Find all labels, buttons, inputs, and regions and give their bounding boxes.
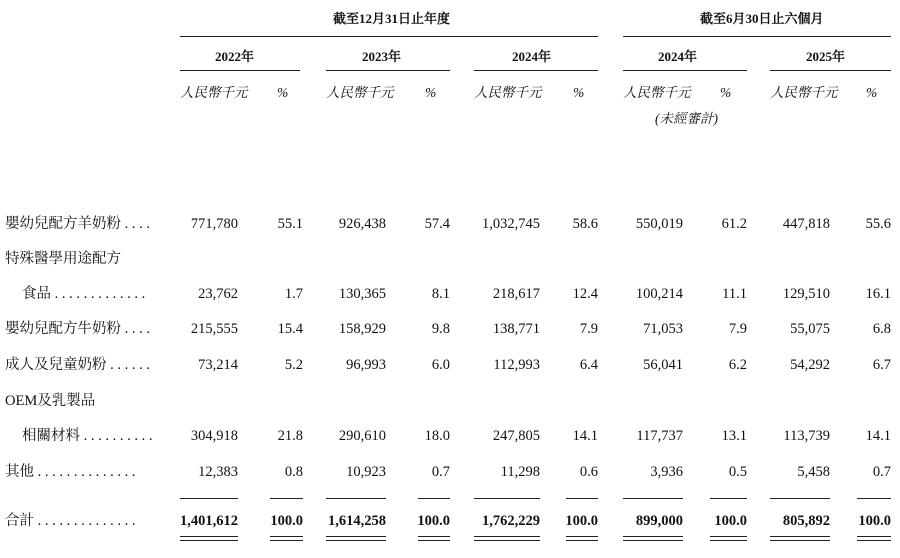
- row-value: 5.2: [284, 357, 303, 373]
- subtotal-rule: [474, 498, 540, 499]
- period-rule-2023: [326, 70, 450, 71]
- subtotal-rule: [180, 498, 238, 499]
- header-group-year-rule: [180, 36, 598, 37]
- subheader-percent-2022: %: [277, 85, 289, 100]
- total-value: 805,892: [782, 513, 830, 529]
- row-value: 6.7: [872, 357, 891, 373]
- row-value: 15.4: [277, 321, 303, 337]
- row-value: 55.6: [865, 216, 891, 232]
- row-value: 21.8: [277, 428, 303, 444]
- row-value: 7.9: [579, 321, 598, 337]
- total-value: 100.0: [270, 513, 303, 529]
- row-value: 56,041: [643, 357, 683, 373]
- header-group-six-month-rule: [623, 36, 891, 37]
- total-double-rule: [474, 536, 540, 541]
- header-period-2022: 2022年: [215, 49, 255, 64]
- row-value: 12,383: [198, 464, 238, 480]
- total-double-rule: [770, 536, 830, 541]
- row-label: 成人及兒童奶粉 . . . . . .: [5, 357, 150, 373]
- subtotal-rule: [326, 498, 386, 499]
- subtotal-rule: [418, 498, 450, 499]
- row-value: 1.7: [284, 286, 303, 302]
- total-value: 1,762,229: [482, 513, 540, 529]
- header-period-2023: 2023年: [362, 49, 402, 64]
- subheader-currency-2024: 人民幣千元: [474, 85, 542, 100]
- row-value: 8.1: [431, 286, 450, 302]
- subheader-currency-2022: 人民幣千元: [180, 85, 248, 100]
- row-value: 11.1: [722, 286, 747, 302]
- row-label: 特殊醫學用途配方: [5, 251, 121, 267]
- row-label: 相關材料 . . . . . . . . . .: [22, 428, 153, 444]
- row-value: 14.1: [865, 428, 891, 444]
- row-label: 食品 . . . . . . . . . . . . .: [22, 286, 146, 302]
- row-value: 55,075: [790, 321, 830, 337]
- row-value: 6.8: [872, 321, 891, 337]
- total-label: 合計 . . . . . . . . . . . . . .: [5, 513, 136, 529]
- row-value: 158,929: [338, 321, 386, 337]
- row-value: 57.4: [424, 216, 450, 232]
- row-value: 12.4: [572, 286, 598, 302]
- subheader-percent-2023: %: [425, 85, 437, 100]
- header-group-year: 截至12月31日止年度: [333, 11, 451, 26]
- total-value: 100.0: [714, 513, 747, 529]
- subtotal-rule: [270, 498, 303, 499]
- subtotal-rule: [710, 498, 747, 499]
- row-value: 0.5: [728, 464, 747, 480]
- row-value: 117,737: [636, 428, 683, 444]
- row-value: 6.2: [728, 357, 747, 373]
- total-double-rule: [857, 536, 891, 541]
- total-value: 899,000: [635, 513, 683, 529]
- row-value: 73,214: [198, 357, 238, 373]
- row-value: 16.1: [865, 286, 891, 302]
- row-value: 1,032,745: [482, 216, 540, 232]
- period-rule-2024: [474, 70, 598, 71]
- header-group-six-month: 截至6月30日止六個月: [700, 11, 824, 26]
- subheader-percent-2025-h1: %: [866, 85, 878, 100]
- subheader-currency-2024-h1: 人民幣千元: [623, 85, 691, 100]
- period-rule-2024-h1: [623, 70, 747, 71]
- row-value: 11,298: [500, 464, 540, 480]
- row-value: 100,214: [635, 286, 683, 302]
- row-value: 0.6: [579, 464, 598, 480]
- subtotal-rule: [623, 498, 683, 499]
- subheader-percent-2024: %: [573, 85, 585, 100]
- total-value: 1,614,258: [328, 513, 386, 529]
- period-rule-2025-h1: [770, 70, 891, 71]
- header-period-2024-h1: 2024年: [658, 49, 698, 64]
- row-value: 5,458: [797, 464, 830, 480]
- row-value: 96,993: [346, 357, 386, 373]
- row-value: 113,739: [783, 428, 830, 444]
- row-value: 61.2: [721, 216, 747, 232]
- row-value: 926,438: [338, 216, 386, 232]
- row-value: 290,610: [338, 428, 386, 444]
- row-value: 247,805: [492, 428, 540, 444]
- total-value: 100.0: [565, 513, 598, 529]
- subtotal-rule: [770, 498, 830, 499]
- subheader-currency-2023: 人民幣千元: [326, 85, 394, 100]
- row-label: 其他 . . . . . . . . . . . . . .: [5, 464, 136, 480]
- row-value: 0.7: [872, 464, 891, 480]
- row-value: 54,292: [790, 357, 830, 373]
- row-value: 7.9: [728, 321, 747, 337]
- period-rule-2022: [180, 70, 300, 71]
- total-double-rule: [180, 536, 238, 541]
- subtotal-rule: [566, 498, 598, 499]
- row-value: 0.8: [284, 464, 303, 480]
- row-value: 130,365: [338, 286, 386, 302]
- subheader-unaudited-note: (未經審計): [655, 111, 718, 126]
- total-value: 100.0: [417, 513, 450, 529]
- total-double-rule: [418, 536, 450, 541]
- total-double-rule: [710, 536, 747, 541]
- header-period-2025-h1: 2025年: [806, 49, 846, 64]
- row-value: 10,923: [346, 464, 386, 480]
- row-value: 18.0: [424, 428, 450, 444]
- row-label: 嬰幼兒配方羊奶粉 . . . .: [5, 216, 150, 232]
- row-value: 550,019: [635, 216, 683, 232]
- subheader-percent-2024-h1: %: [720, 85, 732, 100]
- total-value: 100.0: [858, 513, 891, 529]
- row-value: 0.7: [431, 464, 450, 480]
- subtotal-rule: [857, 498, 891, 499]
- row-value: 58.6: [572, 216, 598, 232]
- row-value: 55.1: [277, 216, 303, 232]
- row-value: 71,053: [643, 321, 683, 337]
- row-value: 218,617: [492, 286, 540, 302]
- row-value: 6.4: [579, 357, 598, 373]
- total-double-rule: [326, 536, 386, 541]
- header-period-2024: 2024年: [512, 49, 552, 64]
- subheader-currency-2025-h1: 人民幣千元: [770, 85, 838, 100]
- row-value: 13.1: [721, 428, 747, 444]
- total-double-rule: [623, 536, 683, 541]
- row-value: 138,771: [492, 321, 540, 337]
- total-value: 1,401,612: [180, 513, 238, 529]
- row-value: 129,510: [782, 286, 830, 302]
- row-value: 215,555: [190, 321, 238, 337]
- row-value: 14.1: [572, 428, 598, 444]
- row-value: 304,918: [190, 428, 238, 444]
- row-label: OEM及乳製品: [5, 393, 96, 409]
- row-value: 447,818: [782, 216, 830, 232]
- row-value: 9.8: [431, 321, 450, 337]
- total-double-rule: [566, 536, 598, 541]
- row-value: 3,936: [650, 464, 683, 480]
- total-double-rule: [270, 536, 303, 541]
- row-value: 771,780: [190, 216, 238, 232]
- row-value: 23,762: [198, 286, 238, 302]
- row-value: 6.0: [431, 357, 450, 373]
- row-value: 112,993: [493, 357, 540, 373]
- row-label: 嬰幼兒配方牛奶粉 . . . .: [5, 321, 150, 337]
